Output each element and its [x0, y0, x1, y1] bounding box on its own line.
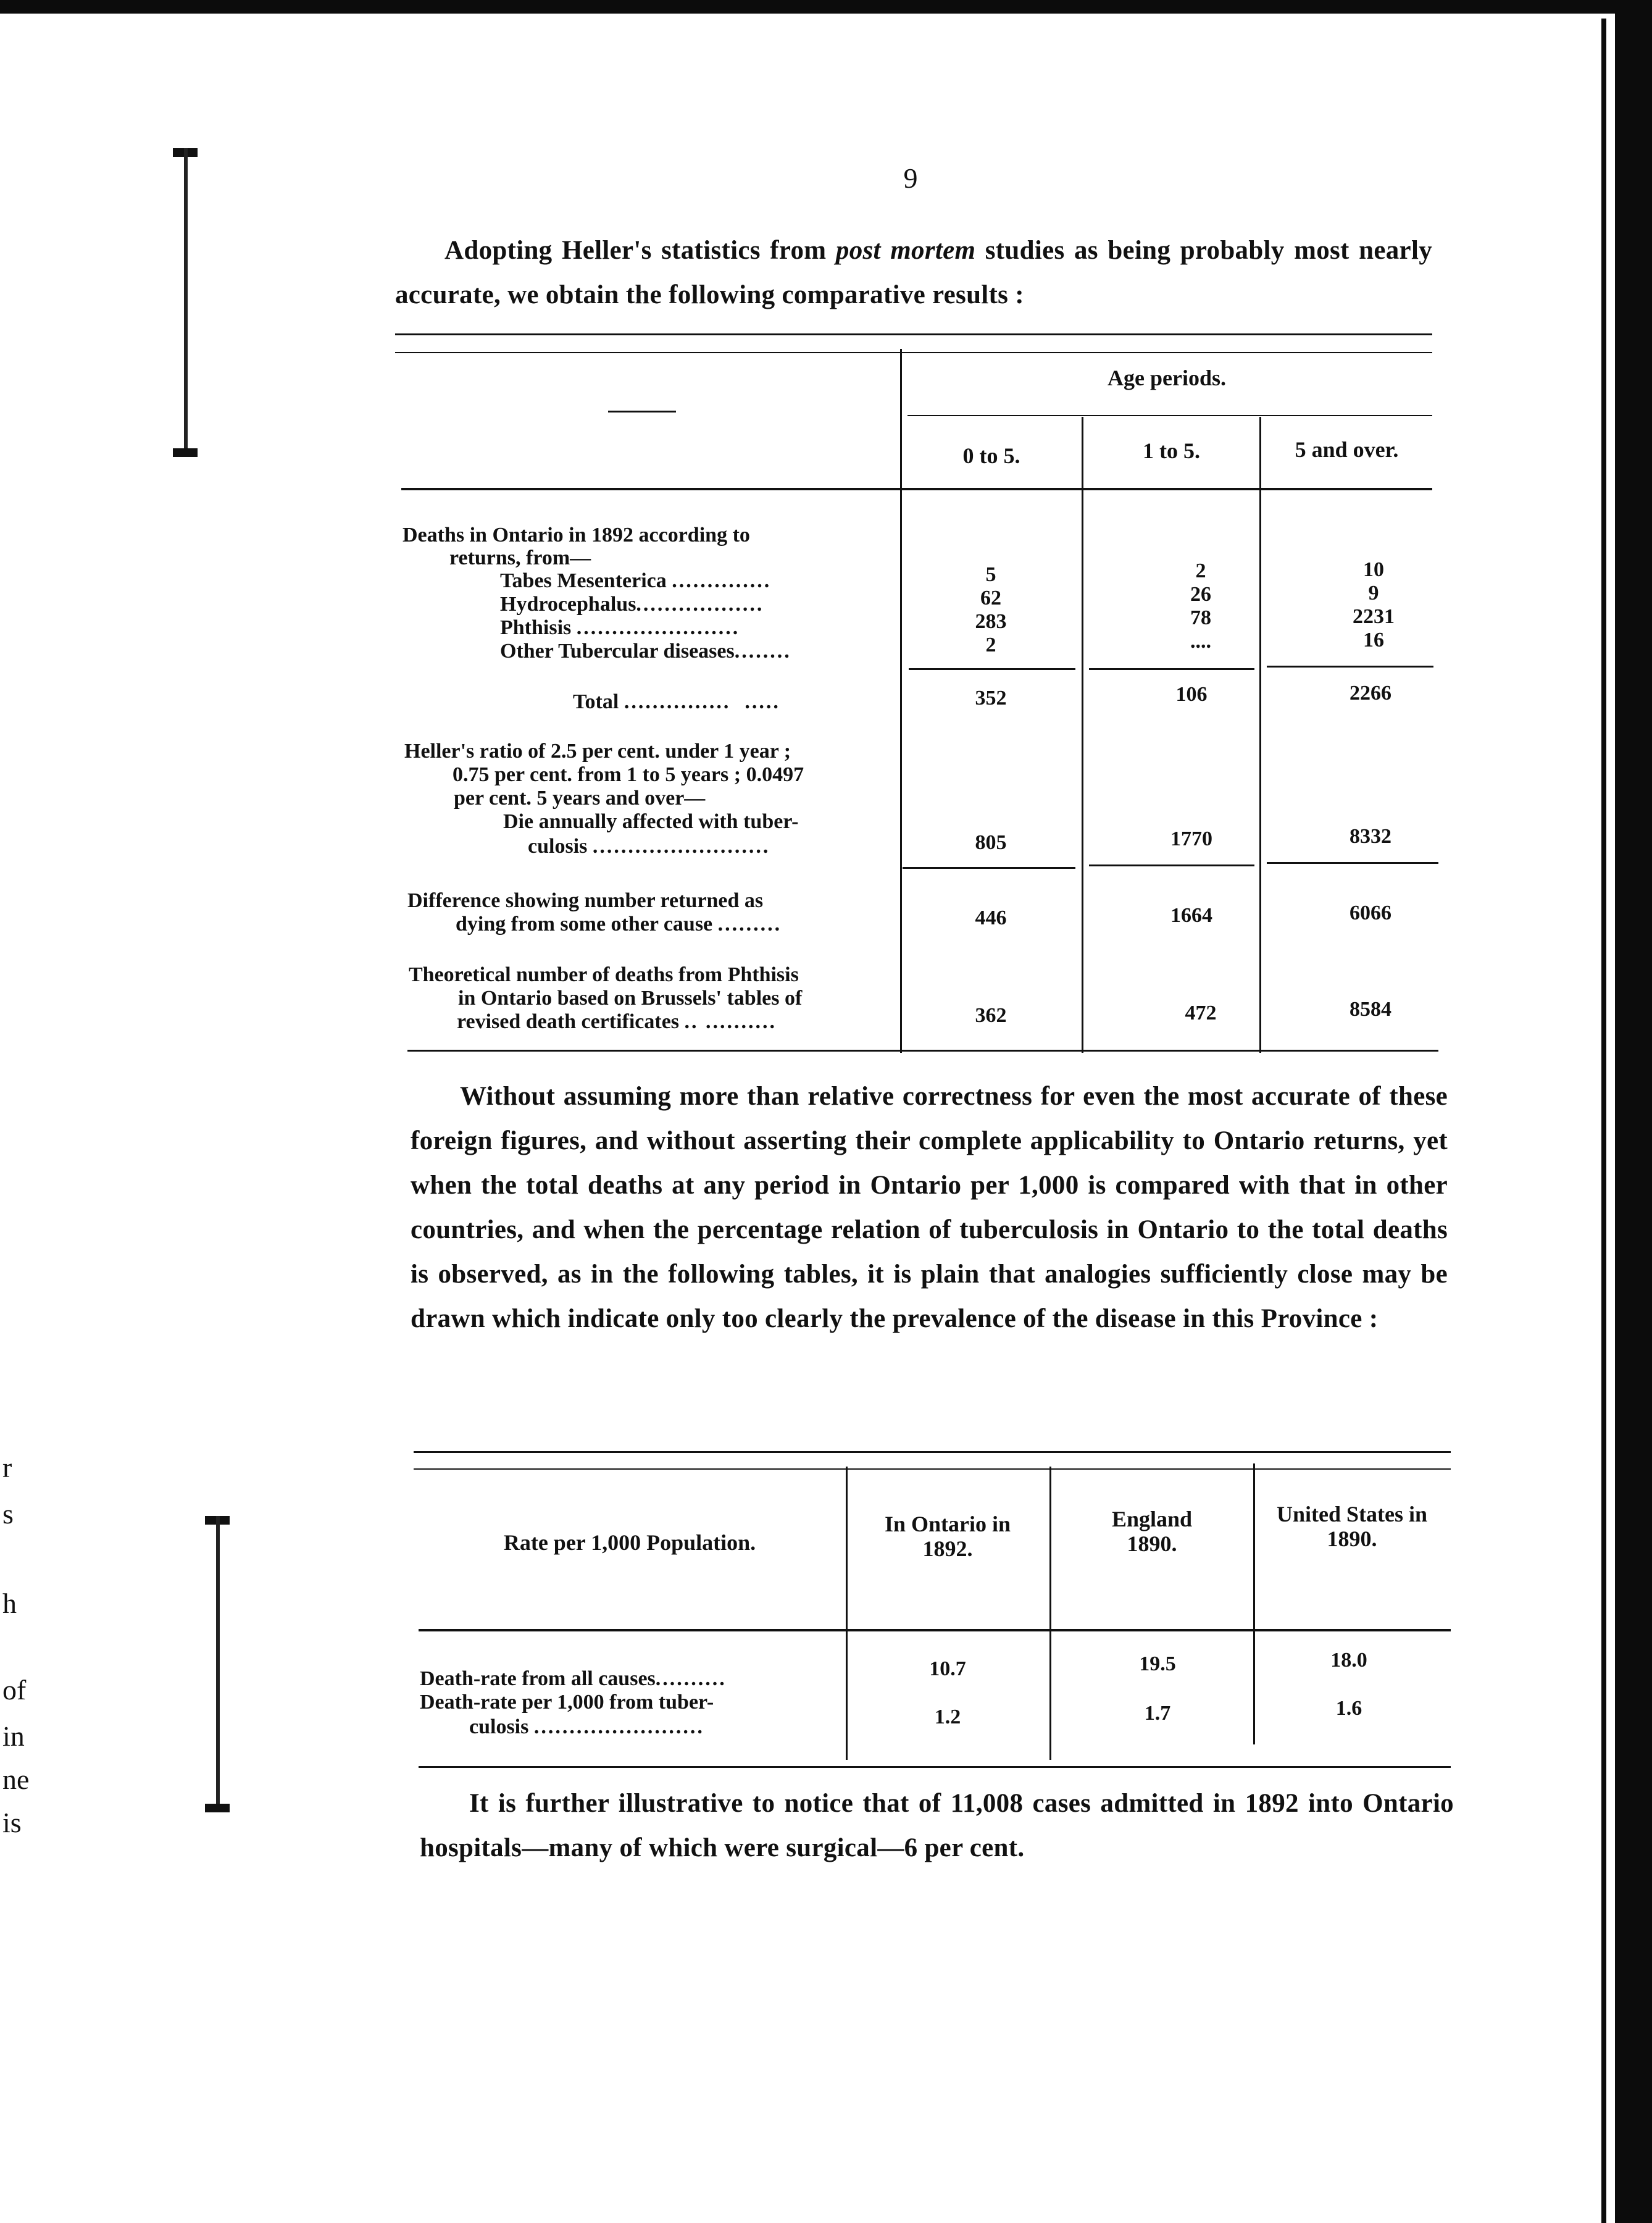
row-label-phthisis: Phthisis .......................	[500, 616, 740, 639]
binding-bracket-top	[173, 148, 198, 457]
scan-border-right	[1615, 0, 1652, 2223]
cell-theoretical-0-5: 362	[975, 1004, 1007, 1027]
intro-text-after: studies as being probably most nearly accurate, we obtain the following comparative results :	[395, 236, 1432, 309]
table1-top-rule-2	[395, 352, 1432, 353]
table2-top-rule	[414, 1451, 1451, 1453]
difference-line-1: Difference showing number returned as	[407, 889, 764, 912]
column-header-1-to-5: 1 to 5.	[1143, 438, 1200, 463]
intro-text-before: Adopting Heller's statistics from	[444, 236, 827, 265]
page-number: 9	[903, 162, 918, 194]
cell-other-1-5: ....	[1190, 630, 1211, 653]
subtotal-rule-col0	[909, 668, 1075, 670]
table1-top-rule	[395, 333, 1432, 335]
body-paragraph-3: It is further illustrative to notice that of 11,008 cases admitted in 1892 into Ontario hospitals—many of which were surgical—6 per cent.	[420, 1789, 1454, 1862]
heller-rule-col2	[1267, 862, 1438, 864]
heller-line-1: Heller's ratio of 2.5 per cent. under 1 year ;	[404, 740, 791, 763]
row-label-hydrocephalus: Hydrocephalus..................	[500, 593, 764, 616]
scan-border-top	[0, 0, 1652, 14]
cell-tabes-0-5: 5	[985, 563, 996, 586]
scan-border-right-inner	[1601, 19, 1606, 2223]
column-header-5-and-over: 5 and over.	[1295, 437, 1399, 462]
subtotal-rule-col2	[1267, 666, 1433, 668]
heller-line-5: culosis .........................	[528, 835, 770, 858]
cell-phthisis-0-5: 283	[975, 610, 1007, 633]
heller-line-4: Die annually affected with tuber-	[503, 810, 799, 833]
cell-heller-5-over: 8332	[1350, 825, 1391, 848]
cell-phthisis-5-over: 2231	[1353, 605, 1395, 628]
cell-difference-1-5: 1664	[1170, 904, 1212, 927]
cell-england-tb: 1.7	[1144, 1702, 1171, 1725]
intro-paragraph	[395, 228, 1432, 317]
table1-bottom-rule	[407, 1050, 1438, 1052]
cell-england-all-causes: 19.5	[1139, 1652, 1176, 1675]
cell-total-0-5: 352	[975, 687, 1007, 710]
cell-total-5-over: 2266	[1350, 682, 1391, 705]
margin-fragment: in	[2, 1720, 25, 1752]
cell-hydro-1-5: 26	[1190, 583, 1211, 606]
cell-heller-1-5: 1770	[1170, 827, 1212, 850]
total-label: Total ............... .....	[573, 690, 780, 713]
row-label-death-rate-all: Death-rate from all causes..........	[420, 1667, 727, 1690]
cell-heller-0-5: 805	[975, 831, 1007, 854]
cell-hydro-5-over: 9	[1368, 582, 1379, 605]
margin-fragment: of	[2, 1674, 27, 1706]
cell-tabes-1-5: 2	[1195, 559, 1206, 582]
heller-rule-col1	[1089, 865, 1254, 866]
table2-vrule-col1	[1049, 1467, 1051, 1760]
row-label-death-rate-tb-cont: culosis ........................	[469, 1715, 704, 1738]
table2-vrule-col2	[1253, 1463, 1255, 1744]
subtotal-rule-col1	[1089, 668, 1254, 670]
heller-line-2: 0.75 per cent. from 1 to 5 years ; 0.0497	[453, 763, 804, 786]
age-periods-header: Age periods.	[1108, 366, 1226, 390]
cell-other-0-5: 2	[985, 634, 996, 656]
table2-stub-header: Rate per 1,000 Population.	[503, 1530, 756, 1555]
cell-total-1-5: 106	[1175, 683, 1208, 706]
intro-text-italic: post mortem	[835, 236, 976, 265]
column-header-united-states-1890: United States in 1890.	[1276, 1502, 1428, 1551]
cell-ontario-tb: 1.2	[934, 1706, 961, 1728]
body-paragraph-2: Without assuming more than relative correctness for even the most accurate of these foreign figures, and without asserting their complete applicability to Ontario returns, yet when the total deaths at any period in Ontario per 1,000 is compared with that in other countries, and when the percentage relation of tuberculosis in Ontario to the total deaths is observed, as in the following tables, it is plain that analogies sufficiently close may be drawn which indicate only too clearly the prevalence of the disease in this Province :	[411, 1082, 1448, 1333]
table2-header-rule	[419, 1629, 1451, 1631]
cell-phthisis-1-5: 78	[1190, 606, 1211, 629]
age-periods-underline	[907, 415, 1432, 416]
margin-fragment: s	[2, 1498, 14, 1530]
heller-line-3: per cent. 5 years and over—	[454, 787, 706, 810]
table2-bottom-rule	[419, 1766, 1451, 1768]
row-label-other-tubercular: Other Tubercular diseases........	[500, 640, 791, 663]
column-header-0-to-5: 0 to 5.	[962, 443, 1020, 468]
table2-vrule-stub	[846, 1467, 848, 1760]
table1-vrule-col2	[1259, 417, 1261, 1053]
table2-top-rule-2	[414, 1468, 1451, 1470]
cell-ontario-all-causes: 10.7	[929, 1657, 966, 1680]
margin-fragment: ne	[2, 1764, 30, 1795]
cell-other-5-over: 16	[1363, 629, 1384, 651]
table1-header-rule	[401, 488, 1432, 490]
cell-difference-5-over: 6066	[1350, 902, 1391, 924]
table1-vrule-col1	[1082, 417, 1083, 1053]
margin-fragment: h	[2, 1588, 17, 1619]
cell-hydro-0-5: 62	[980, 587, 1001, 609]
cell-difference-0-5: 446	[975, 906, 1007, 929]
column-header-england-1890: England 1890.	[1111, 1507, 1193, 1556]
cell-theoretical-1-5: 472	[1185, 1002, 1217, 1024]
margin-fragment: is	[2, 1807, 22, 1838]
theoretical-line-2: in Ontario based on Brussels' tables of	[458, 987, 803, 1010]
theoretical-line-1: Theoretical number of deaths from Phthisis	[409, 963, 799, 986]
cell-us-tb: 1.6	[1335, 1697, 1362, 1720]
margin-fragment: r	[2, 1452, 12, 1483]
deaths-heading: Deaths in Ontario in 1892 according to	[403, 524, 750, 546]
table1-stub-header	[608, 411, 676, 412]
column-header-ontario-1892: In Ontario in 1892.	[884, 1512, 1011, 1561]
binding-bracket-bottom	[205, 1516, 230, 1812]
row-label-death-rate-tb: Death-rate per 1,000 from tuber-	[420, 1691, 714, 1714]
deaths-heading-cont: returns, from—	[449, 546, 591, 569]
row-label-tabes-mesenterica: Tabes Mesenterica ..............	[500, 569, 772, 592]
cell-tabes-5-over: 10	[1363, 558, 1384, 581]
heller-rule-col0	[903, 867, 1075, 869]
cell-us-all-causes: 18.0	[1330, 1649, 1367, 1672]
cell-theoretical-5-over: 8584	[1350, 998, 1391, 1021]
theoretical-line-3: revised death certificates .. ..........	[457, 1010, 777, 1033]
difference-line-2: dying from some other cause .........	[456, 913, 782, 936]
